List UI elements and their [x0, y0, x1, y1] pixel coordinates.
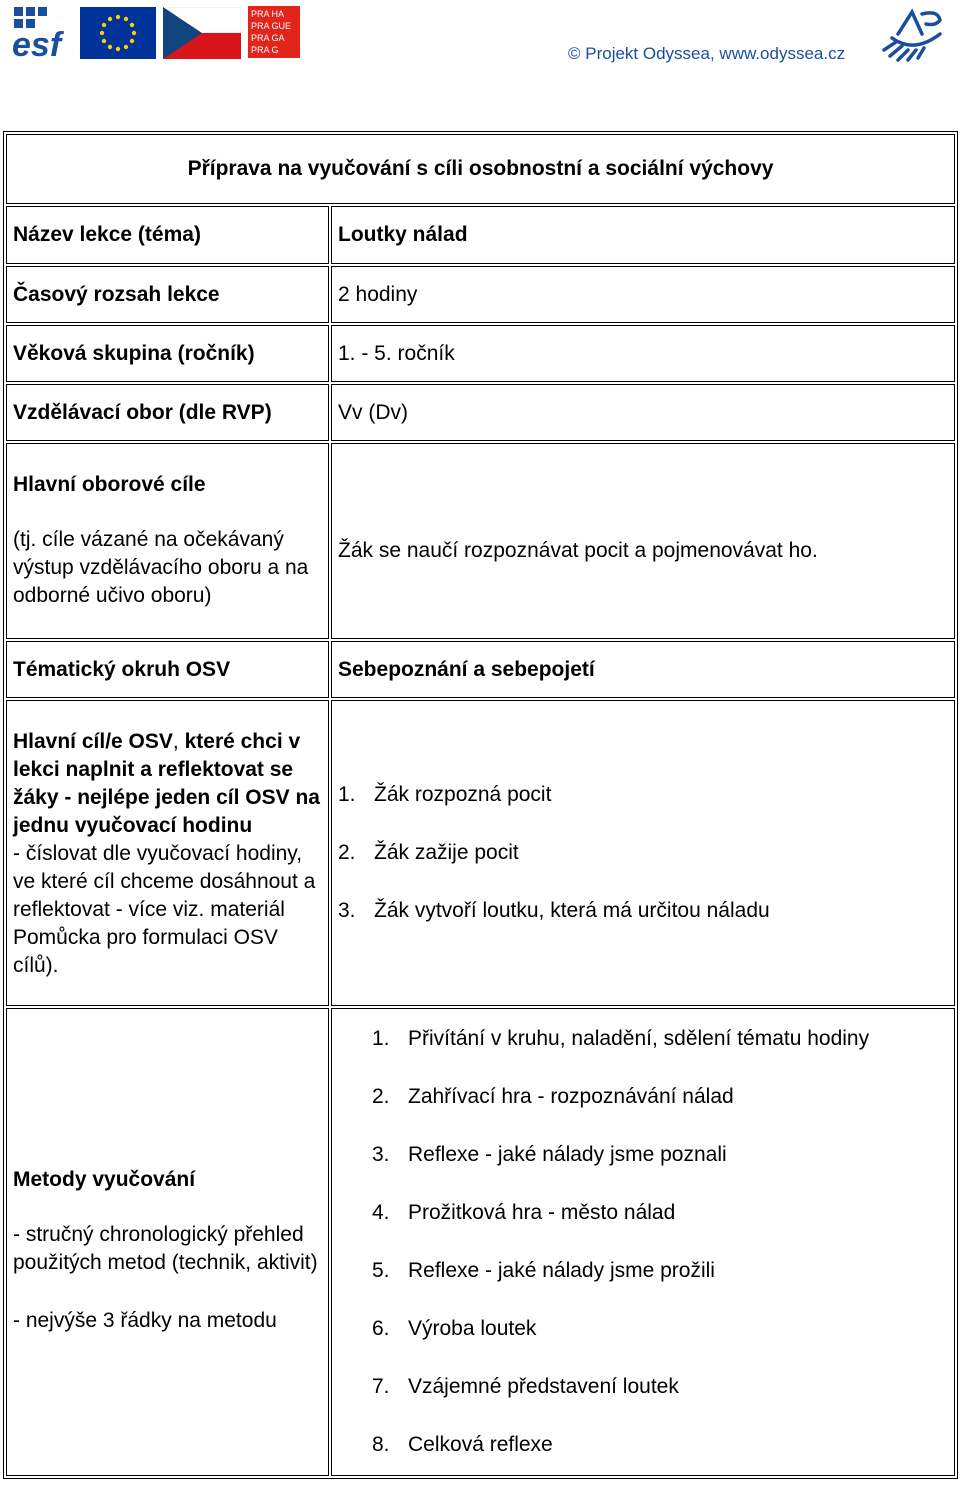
- list-item: 1. Přivítání v kruhu, naladění, sdělení tématu hodiny: [372, 1027, 870, 1050]
- label-cile-head: Hlavní oborové cíle: [13, 472, 206, 496]
- row-metody: [6, 1008, 955, 1476]
- list-item: 8. Celková reflexe: [372, 1433, 553, 1456]
- eu-flag-logo: [80, 7, 156, 59]
- esf-logo-text: esf: [12, 26, 62, 60]
- title-row: [6, 134, 955, 204]
- list-item: 7. Vzájemné představení loutek: [372, 1375, 679, 1398]
- cell-osv-label: [6, 700, 329, 1006]
- lesson-plan-sheet: [3, 131, 958, 1479]
- label-obor: Vzdělávací obor (dle RVP): [6, 384, 329, 441]
- cell-osv-value: [331, 700, 955, 1006]
- cell-metody-label: [6, 1008, 329, 1476]
- label-osv-note: - číslovat dle vyučovací hodiny, ve které cíl chceme dosáhnout a reflektovat - více viz. materiál Pomůcka pro formulaci OSV cílů).: [13, 842, 316, 977]
- list-item: 3. Reflexe - jaké nálady jsme poznali: [372, 1143, 727, 1166]
- row-okruh: [6, 641, 955, 698]
- praha-logo-line-2: PRA GUE: [251, 21, 292, 31]
- osv-goals-list: [338, 766, 948, 940]
- label-okruh: Tématický okruh OSV: [6, 641, 329, 698]
- praha-logo: [248, 6, 300, 58]
- list-item: 6. Výroba loutek: [372, 1317, 537, 1340]
- row-cile: [6, 443, 955, 639]
- list-item: 5. Reflexe - jaké nálady jsme prožili: [372, 1259, 715, 1282]
- cell-cile-label: [6, 443, 329, 639]
- cell-metody-value: [331, 1008, 955, 1476]
- lesson-plan-table: [3, 131, 958, 1479]
- row-obor: [6, 384, 955, 441]
- document-title: Příprava na vyučování s cíli osobnostní a sociální výchovy: [6, 134, 955, 204]
- label-cile-note: (tj. cíle vázané na očekávaný výstup vzdělávacího oboru a na odborné učivo oboru): [13, 527, 309, 607]
- list-item: 2. Zahřívací hra - rozpoznávání nálad: [372, 1085, 734, 1108]
- list-item: 2. Žák zažije pocit: [338, 841, 519, 864]
- copyright-text: © Projekt Odyssea, www.odyssea.cz: [568, 44, 846, 63]
- czech-flag-logo: [163, 7, 241, 59]
- esf-logo: [12, 6, 74, 60]
- praha-logo-line-1: PRA HA: [251, 9, 285, 19]
- label-metody-note1: - stručný chronologický přehled použitých metod (technik, aktivit): [13, 1222, 318, 1274]
- logo-header: [0, 0, 960, 75]
- list-item: 4. Prožitková hra - město nálad: [372, 1201, 676, 1224]
- label-skupina: Věková skupina (ročník): [6, 325, 329, 382]
- row-skupina: [6, 325, 955, 382]
- list-item: 3. Žák vytvoří loutku, která má určitou náladu: [338, 899, 770, 922]
- praha-logo-line-3: PRA GA: [251, 33, 285, 43]
- methods-list: [372, 1010, 948, 1474]
- label-osv-head: Hlavní cíl/e OSV: [13, 730, 173, 753]
- value-nazev: Loutky nálad: [331, 206, 955, 264]
- value-cile: Žák se naučí rozpoznávat pocit a pojmenovávat ho.: [331, 443, 955, 639]
- row-nazev: [6, 206, 955, 264]
- row-osv: [6, 700, 955, 1006]
- label-metody-head: Metody vyučování: [13, 1167, 196, 1191]
- value-obor: Vv (Dv): [331, 384, 955, 441]
- list-item: 1. Žák rozpozná pocit: [338, 783, 552, 806]
- value-rozsah: 2 hodiny: [331, 266, 955, 323]
- label-osv-main: [13, 728, 322, 840]
- label-nazev: Název lekce (téma): [6, 206, 329, 264]
- value-okruh: Sebepoznání a sebepojetí: [331, 641, 955, 698]
- label-rozsah: Časový rozsah lekce: [6, 266, 329, 323]
- label-osv-head2: které chci v lekci naplnit a reflektovat se žáky - nejlépe jeden cíl OSV na jednu vyučovací hodinu: [13, 730, 320, 837]
- praha-logo-line-4: PRA G: [251, 45, 279, 55]
- value-skupina: 1. - 5. ročník: [331, 325, 955, 382]
- label-osv-comma: ,: [172, 730, 179, 753]
- row-rozsah: [6, 266, 955, 323]
- odyssea-ship-logo: [878, 4, 948, 62]
- label-metody-note2: - nejvýše 3 řádky na metodu: [13, 1308, 277, 1332]
